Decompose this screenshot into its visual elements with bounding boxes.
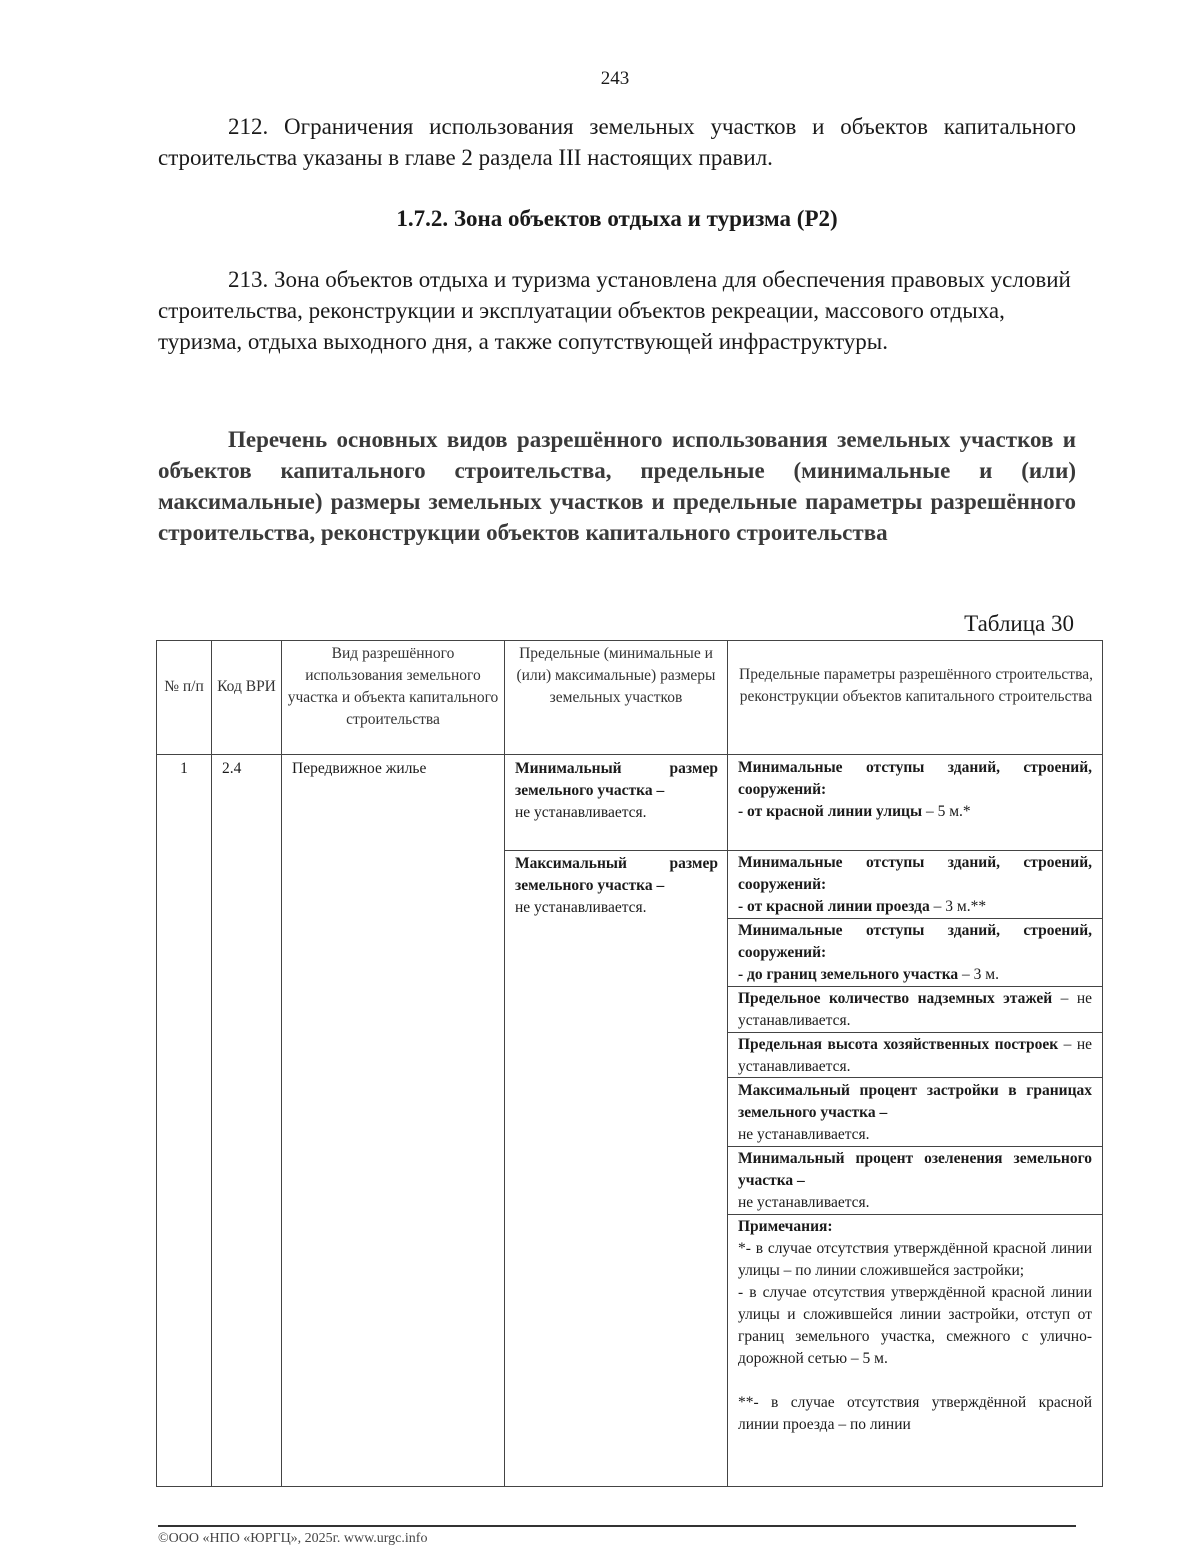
param-value: – не устанавливается. [738, 990, 1092, 1029]
param-sub-label: - от красной линии проезда [738, 898, 930, 915]
header-plot-sizes: Предельные (минимальные и (или) максимальные) размеры земельных участков [516, 645, 716, 706]
header-use-type: Вид разрешённого использования земельного участка и объекта капитального строительства [287, 645, 499, 728]
row-code: 2.4 [222, 760, 242, 777]
table-column-divider [281, 640, 282, 1487]
table-row-divider [727, 1032, 1102, 1033]
row-use-type: Передвижное жилье [292, 760, 427, 777]
table-border-left [156, 640, 157, 1487]
param-label: Максимальный процент застройки в границах земельного участка – [738, 1082, 1092, 1121]
row-num: 1 [180, 760, 188, 777]
table-header-divider [156, 754, 1102, 755]
min-plot-size-value: не устанавливается. [515, 804, 647, 821]
footer-copyright: ©ООО «НПО «ЮРГЦ», 2025г. www.urgc.info [158, 1531, 428, 1546]
header-num: № п/п [164, 678, 204, 695]
min-plot-size [515, 758, 718, 824]
param-building-coverage [738, 1080, 1092, 1146]
param-value: – не устанавливается. [738, 1036, 1092, 1075]
param-label: Минимальные отступы зданий, строений, сооружений: [738, 922, 1092, 961]
table-caption: Таблица 30 [964, 611, 1074, 636]
param-sub-label: - от красной линии улицы [738, 803, 923, 820]
param-outbuilding-height [738, 1034, 1092, 1078]
table-column-divider [727, 640, 728, 1487]
note-3: **- в случае отсутствия утверждённой красной линии проезда – по линии [738, 1394, 1092, 1433]
param-value: – 3 м.** [929, 898, 987, 915]
max-plot-size [515, 853, 718, 919]
table-column-divider [211, 640, 212, 1487]
table-border-top [156, 640, 1102, 641]
param-floors [738, 988, 1092, 1032]
param-greening [738, 1148, 1092, 1214]
table-border-right [1102, 640, 1103, 1487]
paragraph-text: Зона объектов отдыха и туризма установлена для обеспечения правовых условий строительства, реконструкции и эксплуатации объектов рекреации, массового отдыха, туризма, отдыха выходного дня, а также сопутствующей инфраструктуры. [158, 267, 1071, 354]
min-plot-size-label: Минимальный размер земельного участка – [515, 760, 718, 799]
table-row-divider [727, 1146, 1102, 1147]
param-setback-driveway [738, 852, 1092, 918]
table-row-divider [727, 986, 1102, 987]
param-value: – 3 м. [958, 966, 999, 983]
paragraph-212 [158, 111, 1076, 173]
table-row-divider [727, 918, 1102, 919]
paragraph-number: 213. [228, 267, 269, 292]
max-plot-size-label: Максимальный размер земельного участка – [515, 855, 718, 894]
table-row-divider [727, 1214, 1102, 1215]
header-build-params: Предельные параметры разрешённого строительства, реконструкции объектов капитального строительства [739, 666, 1093, 705]
notes [738, 1216, 1092, 1436]
page-number: 243 [600, 68, 630, 89]
footer-rule [158, 1525, 1076, 1527]
note-1: *- в случае отсутствия утверждённой красной линии улицы – по линии сложившейся застройки; [738, 1240, 1092, 1279]
list-title: Перечень основных видов разрешённого использования земельных участков и объектов капитального строительства, предельные (минимальные и (или) максимальные) размеры земельных участков и предельные параметры разрешённого строительства, реконструкции объектов капитального строительства [158, 427, 1076, 545]
param-label: Минимальные отступы зданий, строений, сооружений: [738, 759, 1092, 798]
section-heading: 1.7.2. Зона объектов отдыха и туризма (Р2) [396, 206, 838, 231]
param-label: Минимальный процент озеленения земельного участка – [738, 1150, 1092, 1189]
param-sub-label: - до границ земельного участка [738, 966, 959, 983]
paragraph-213 [158, 264, 1076, 357]
param-label: Предельное количество надземных этажей [738, 990, 1053, 1007]
header-code: Код ВРИ [217, 678, 276, 695]
table-row-divider [504, 850, 1102, 851]
note-2: - в случае отсутствия утверждённой красной линии улицы и сложившейся линии застройки, отступ от границ земельного участка, смежного с улично-дорожной сетью – 5 м. [738, 1284, 1092, 1367]
paragraph-text: Ограничения использования земельных участков и объектов капитального строительства указаны в главе 2 раздела III настоящих правил. [158, 114, 1076, 170]
paragraph-number: 212. [228, 114, 269, 139]
param-label: Минимальные отступы зданий, строений, сооружений: [738, 854, 1092, 893]
param-value: – 5 м.* [922, 803, 971, 820]
table-column-divider [504, 640, 505, 1487]
param-label: Предельная высота хозяйственных построек [738, 1036, 1059, 1053]
max-plot-size-value: не устанавливается. [515, 899, 647, 916]
param-value: не устанавливается. [738, 1126, 870, 1143]
table-border-bottom [156, 1486, 1102, 1487]
param-setback-street [738, 757, 1092, 823]
param-setback-plot-boundary [738, 920, 1092, 986]
param-value: не устанавливается. [738, 1194, 870, 1211]
notes-title: Примечания: [738, 1218, 833, 1235]
